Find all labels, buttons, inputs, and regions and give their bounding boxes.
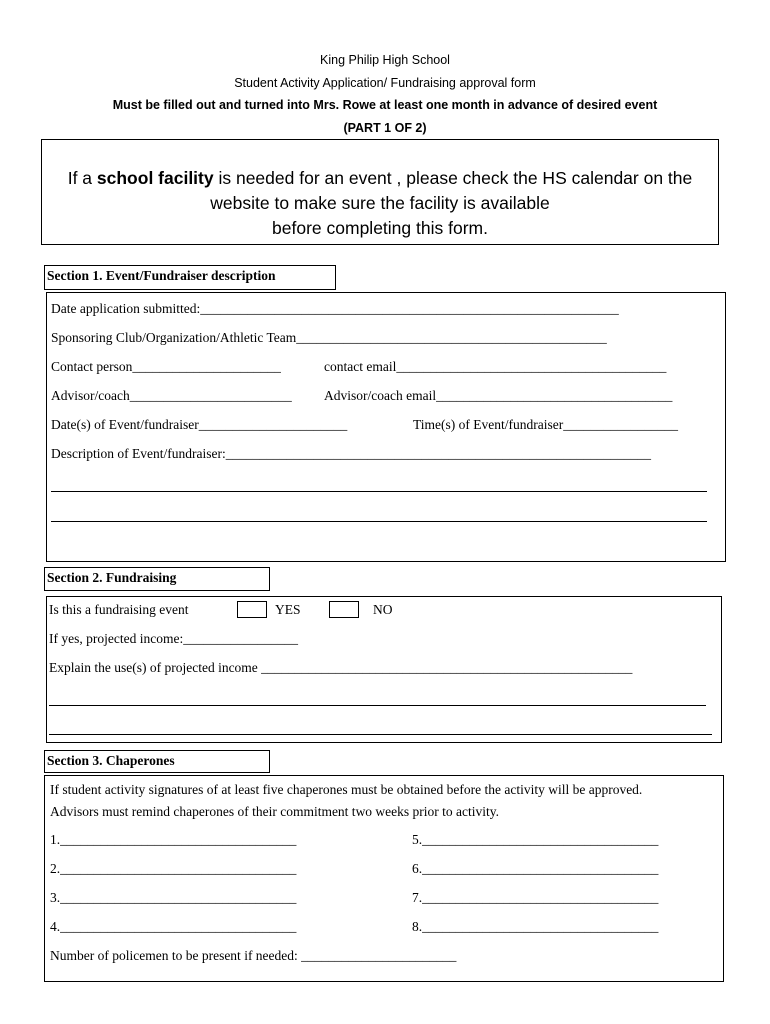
event-dates-field[interactable]: Date(s) of Event/fundraiser______________________ [51,417,348,432]
notice-emphasis: school facility [96,168,214,188]
description-line-3[interactable] [51,521,707,522]
notice-line-1: If a school facility is needed for an event , please check the HS calendar on the [67,168,693,188]
fundraising-question: Is this a fundraising event [49,602,189,617]
chaperone-4-field[interactable]: 4.___________________________________ [50,919,297,934]
no-checkbox[interactable] [329,601,359,618]
yes-checkbox[interactable] [237,601,267,618]
projected-income-field[interactable]: If yes, projected income:_________________ [49,631,298,646]
section1-title: Section 1. Event/Fundraiser description [44,265,336,290]
advisor-field[interactable]: Advisor/coach________________________ [51,388,292,403]
no-label: NO [373,602,393,617]
part-indicator: (PART 1 OF 2) [343,121,427,135]
school-name: King Philip High School [320,53,450,67]
advisor-email-field[interactable]: Advisor/coach email___________________________________ [324,388,673,403]
income-use-field[interactable]: Explain the use(s) of projected income _______________________________________________________ [49,660,633,675]
event-times-field[interactable]: Time(s) of Event/fundraiser_________________ [413,417,678,432]
facility-notice [41,139,719,245]
description-field[interactable]: Description of Event/fundraiser:_______________________________________________________________ [51,446,651,461]
chaperone-6-field[interactable]: 6.___________________________________ [412,861,659,876]
chaperone-8-field[interactable]: 8.___________________________________ [412,919,659,934]
contact-person-field[interactable]: Contact person______________________ [51,359,281,374]
chaperone-intro-1: If student activity signatures of at least five chaperones must be obtained before the activity will be approved. [50,782,643,797]
sponsor-field[interactable]: Sponsoring Club/Organization/Athletic Team______________________________________________ [51,330,607,345]
chaperone-7-field[interactable]: 7.___________________________________ [412,890,659,905]
notice-line-3: before completing this form. [272,218,488,238]
notice-line-2: website to make sure the facility is available [210,193,550,213]
chaperone-2-field[interactable]: 2.___________________________________ [50,861,297,876]
date-submitted-field[interactable]: Date application submitted:______________________________________________________________ [51,301,619,316]
submission-instruction: Must be filled out and turned into Mrs. Rowe at least one month in advance of desired event [112,98,658,112]
section2-title: Section 2. Fundraising [44,567,270,591]
chaperone-5-field[interactable]: 5.___________________________________ [412,832,659,847]
chaperone-1-field[interactable]: 1.___________________________________ [50,832,297,847]
description-line-2[interactable] [51,491,707,492]
policemen-field[interactable]: Number of policemen to be present if needed: _______________________ [50,948,457,963]
section3-title: Section 3. Chaperones [44,750,270,773]
income-use-line-2[interactable] [49,705,706,706]
contact-email-field[interactable]: contact email________________________________________ [324,359,667,374]
yes-label: YES [275,602,301,617]
chaperone-3-field[interactable]: 3.___________________________________ [50,890,297,905]
income-use-line-3[interactable] [49,734,712,735]
chaperone-intro-2: Advisors must remind chaperones of their commitment two weeks prior to activity. [50,804,500,819]
form-title: Student Activity Application/ Fundraising approval form [234,76,536,90]
